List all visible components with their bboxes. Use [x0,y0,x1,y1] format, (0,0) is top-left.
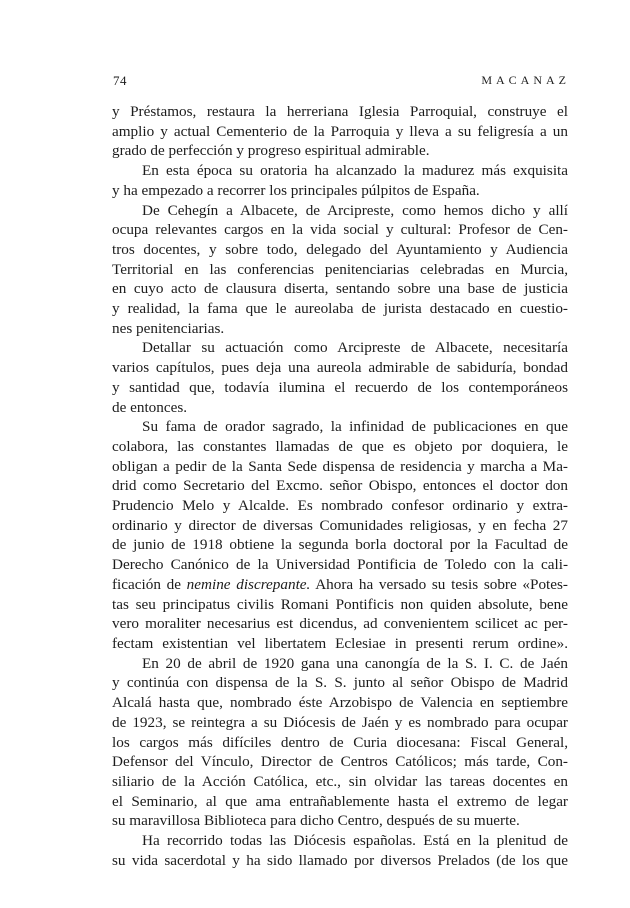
body-text [112,102,568,870]
text-line: su vida sacerdotal y ha sido llamado por diversos Prelados (de los que [112,851,568,869]
page-number: 74 [113,73,127,88]
text-line: colabora, las constantes llamadas de que es objeto por doquiera, le [112,437,568,455]
text-line: Territorial en las conferencias penitenciarias celebradas en Murcia, [112,260,568,278]
text-line: vero moraliter necesarius est dicendus, ad convenientem scilicet ac per- [112,615,568,633]
paragraph [112,201,568,339]
running-title: MACANAZ [481,73,570,87]
text-line: y continúa con dispensa de la S. S. junto al señor Obispo de Madrid [112,674,568,692]
text-line: En esta época su oratoria ha alcanzado la madurez más exquisita [142,162,568,180]
text-line: y realidad, la fama que le aureolaba de jurista destacado en cuestio- [112,300,568,318]
text-line: De Cehegín a Albacete, de Arcipreste, como hemos dicho y allí [142,201,568,219]
text-line: Su fama de orador sagrado, la infinidad de publicaciones en que [142,418,568,436]
text-line: los cargos más difíciles dentro de Curia diocesana: Fiscal General, [112,733,568,751]
text-line: Prudencio Melo y Alcalde. Es nombrado confesor ordinario y extra- [112,497,568,515]
text-line: ocupa relevantes cargos en la vida social y cultural: Profesor de Cen- [112,221,568,239]
text-line [112,575,568,595]
paragraph [112,654,568,831]
text-line: en cuyo acto de clausura diserta, sentando sobre una base de justicia [112,280,568,298]
text-line: drid como Secretario del Excmo. señor Obispo, entonces el doctor don [112,477,568,495]
text-run: Ahora ha versado su tesis sobre «Potes- [310,575,568,593]
text-line: Alcalá hasta que, nombrado éste Arzobispo de Valencia en septiembre [112,694,568,712]
text-line: y ha empezado a recorrer los principales púlpitos de España. [112,181,480,199]
text-run: ficación de [112,575,187,593]
text-line: de junio de 1918 obtiene la segunda borla doctoral por la Facultad de [112,536,568,554]
text-line: Detallar su actuación como Arcipreste de Albacete, necesitaría [142,339,568,357]
text-line: tas seu principatus civilis Romani Pontificis non quiden absolute, bene [112,595,568,613]
text-line: y santidad que, todavía ilumina el recuerdo de los contemporáneos [112,378,568,396]
text-line: de entonces. [112,398,188,416]
paragraph [112,831,568,870]
italic-phrase: nemine discrepante. [186,575,311,593]
text-line: siliario de la Acción Católica, etc., sin olvidar las tareas docentes en [112,772,568,790]
text-line: Derecho Canónico de la Universidad Pontificia de Toledo con la cali- [112,556,568,574]
text-line: ordinario y director de diversas Comunidades religiosas, y en fecha 27 [112,516,568,534]
paragraph [112,417,568,653]
paragraph [112,161,568,200]
text-line: Ha recorrido todas las Diócesis españolas. Está en la plenitud de [142,832,568,850]
text-line: grado de perfección y progreso espiritual admirable. [112,142,430,160]
text-line: y Préstamos, restaura la herreriana Iglesia Parroquial, construye el [112,103,568,120]
text-line: nes penitenciarias. [112,319,225,337]
text-line: varios capítulos, pues deja una aureola admirable de sabiduría, bondad [112,359,568,377]
text-line: amplio y actual Cementerio de la Parroquia y lleva a su feligresía a un [112,122,568,140]
text-line: tros docentes, y sobre todo, delegado del Ayuntamiento y Audiencia [112,240,568,258]
text-line: su maravillosa Biblioteca para dicho Centro, después de su muerte. [112,812,520,830]
text-line: obligan a pedir de la Santa Sede dispensa de residencia y marcha a Ma- [112,457,568,475]
text-line: En 20 de abril de 1920 gana una canongía de la S. I. C. de Jaén [142,654,568,672]
paragraph [112,102,568,161]
text-line: Defensor del Vínculo, Director de Centros Católicos; más tarde, Con- [112,753,568,771]
paragraph [112,338,568,417]
text-line: fectam existentian vel libertatem Eclesiae in presenti rerum ordine». [112,634,568,652]
text-line: de 1923, se reintegra a su Diócesis de Jaén y es nombrado para ocupar [112,713,568,731]
text-line: el Seminario, al que ama entrañablemente hasta el extremo de legar [112,792,568,810]
